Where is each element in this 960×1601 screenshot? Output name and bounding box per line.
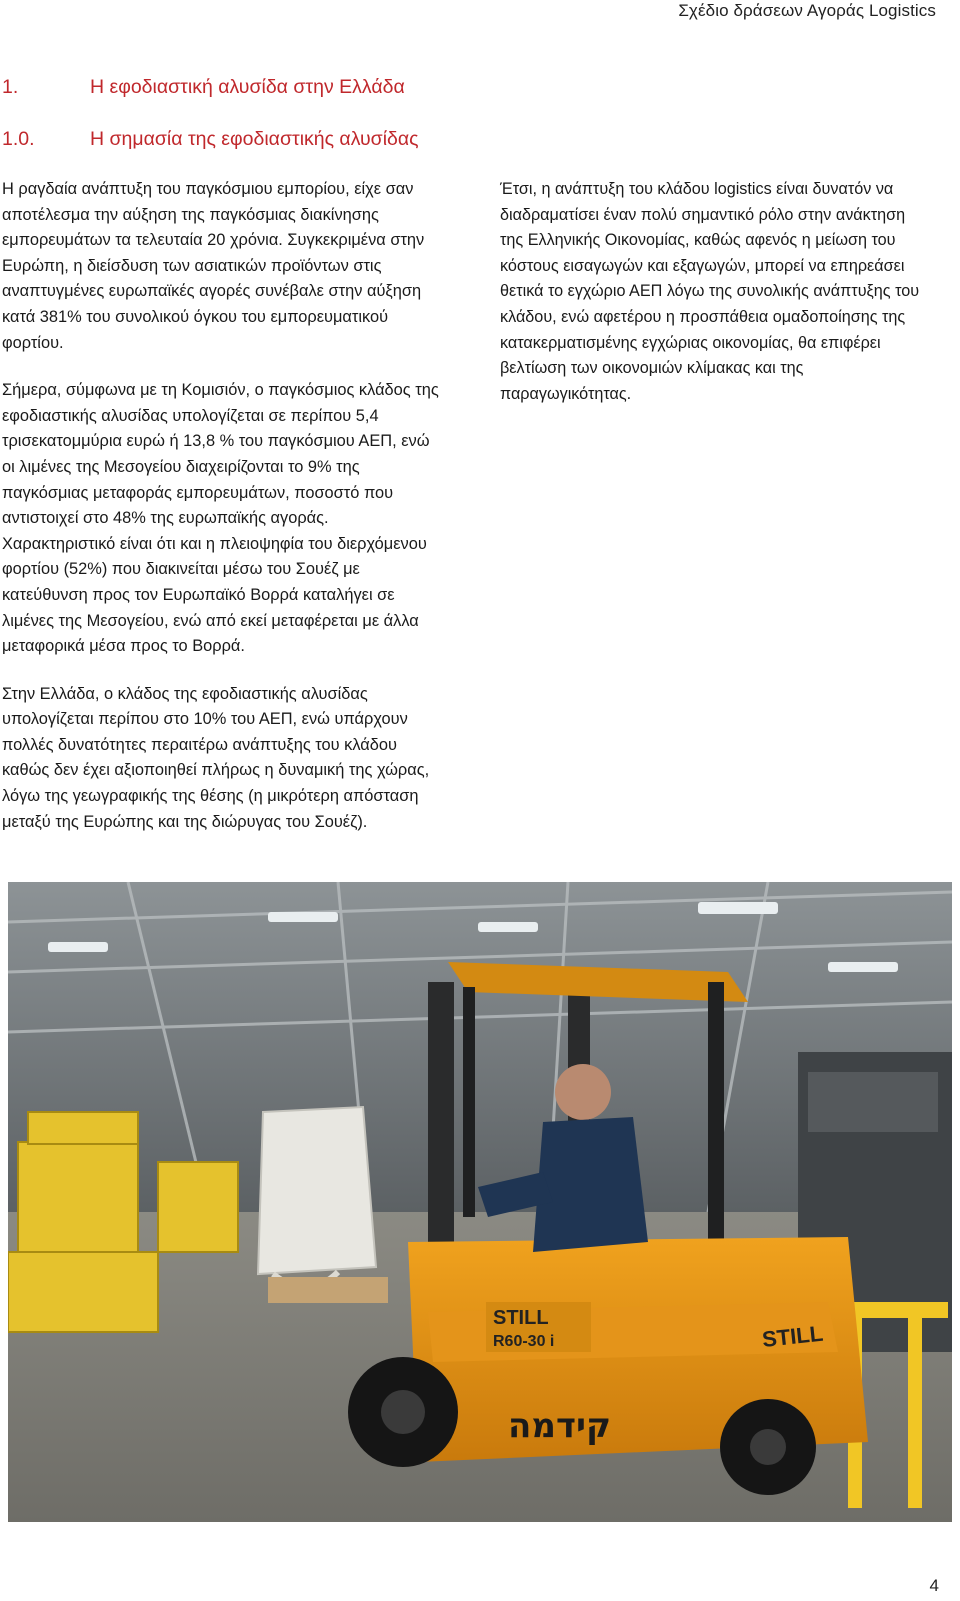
section-number: 1. [2, 76, 19, 98]
left-text-column [2, 177, 442, 857]
paragraph: Έτσι, η ανάπτυξη του κλάδου logistics είναι δυνατόν να διαδραματίσει έναν πολύ σημαντικό ρόλο στην ανάκτηση της Ελληνικής Οικονομίας, καθώς αφενός η μείωση του κόστους εισαγωγών και εξαγωγών, μπορεί να επηρεάσει θετικά το εγχώριο ΑΕΠ λόγω της συνολικής ανάπτυξης του κλάδου, ενώ αφετέρου η προσπάθεια ομαδοποίησης της κατακερματισμένης εγχώριας οικονομίας, θα επιφέρει βελτίωση των οικονομιών κλίμακας και της παραγωγικότητας. [500, 180, 920, 403]
subsection-heading [2, 128, 419, 151]
warehouse-forklift-photo [8, 882, 952, 1522]
paragraph: Σήμερα, σύμφωνα με τη Κομισιόν, ο παγκόσμιος κλάδος της εφοδιαστικής αλυσίδας υπολογίζεται σε περίπου 5,4 τρισεκατομμύρια ευρώ ή 13,8 % του παγκόσμιου ΑΕΠ, ενώ οι λιμένες της Μεσογείου διαχειρίζονται το 9% της παγκόσμιας μεταφοράς εμπορευμάτων, ποσοστό που αντιστοιχεί στο 48% της ευρωπαϊκής αγοράς. Χαρακτηριστικό είναι ότι και η πλειοψηφία του διερχόμενου φορτίου (52%) που διακινείται μέσω του Σουέζ με κατεύθυνση προς τον Ευρωπαϊκό Βορρά καταλήγει σε λιμένες της Μεσογείου, ενώ από εκεί μεταφέρεται με άλλα μεταφορικά μέσα προς το Βορρά. [2, 381, 439, 656]
section-title: Η εφοδιαστική αλυσίδα στην Ελλάδα [90, 76, 405, 98]
page-number: 4 [929, 1576, 939, 1595]
forklift-brand-side-text: STILL [760, 1320, 825, 1352]
section-heading [2, 76, 405, 99]
forklift-illustration [8, 882, 952, 1522]
subsection-title: Η σημασία της εφοδιαστικής αλυσίδας [90, 128, 419, 150]
subsection-number: 1.0. [2, 128, 35, 150]
running-header-title: Σχέδιο δράσεων Αγοράς Logistics [678, 1, 936, 20]
forklift-model-text: R60-30 i [493, 1333, 555, 1350]
right-text-column [500, 177, 930, 429]
counterweight-text: קידמה [508, 1406, 611, 1446]
paragraph: Στην Ελλάδα, ο κλάδος της εφοδιαστικής αλυσίδας υπολογίζεται περίπου στο 10% του ΑΕΠ, ενώ υπάρχουν πολλές δυνατότητες περαιτέρω ανάπτυξης του κλάδου καθώς δεν έχει αξιοποιηθεί πλήρως η δυναμική της χώρας, λόγω της γεωγραφικής της θέσης (η μικρότερη απόσταση μεταξύ της Ευρώπης και της διώρυγας του Σουέζ). [2, 684, 430, 831]
forklift-brand-text: STILL [493, 1307, 549, 1329]
paragraph: Η ραγδαία ανάπτυξη του παγκόσμιου εμπορίου, είχε σαν αποτέλεσμα την αύξηση της παγκόσμιας διακίνησης εμπορευμάτων τα τελευταία 20 χρόνια. Συγκεκριμένα στην Ευρώπη, η διείσδυση των ασιατικών προϊόντων στις αναπτυγμένες ευρωπαϊκές αγορές συνέβαλε στην αύξηση κατά 381% του συνολικού όγκου του εμπορευματικού φορτίου. [2, 180, 425, 352]
